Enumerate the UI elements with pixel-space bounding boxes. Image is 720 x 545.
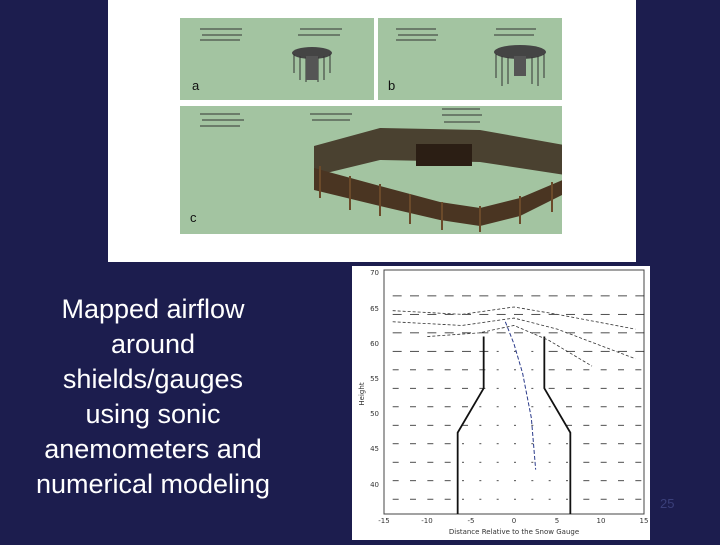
- y-tick-label: 60: [370, 340, 379, 348]
- panel-label-b: b: [388, 78, 396, 93]
- y-tick-label: 65: [370, 305, 379, 313]
- panel-label-a: a: [192, 78, 200, 93]
- x-axis-label: Distance Relative to the Snow Gauge: [448, 528, 580, 536]
- panel-c: [180, 106, 562, 234]
- airflow-plot-svg: [352, 266, 650, 540]
- panel-a: [180, 18, 374, 100]
- y-tick-label: 55: [370, 375, 379, 383]
- panel-a-drawing: [180, 18, 374, 100]
- panel-b-drawing: [378, 18, 562, 100]
- alter-shield-gauge-icon: [494, 45, 546, 86]
- y-tick-label: 45: [370, 445, 379, 453]
- x-tick-label: -5: [467, 517, 475, 525]
- y-tick-label: 70: [370, 269, 379, 277]
- caption-line: anemometers and: [44, 434, 262, 464]
- caption-line: around: [110, 329, 196, 359]
- panel-b: [378, 18, 562, 100]
- x-tick-label: 15: [639, 517, 649, 525]
- x-tick-label: -15: [378, 517, 390, 525]
- x-ticks: [378, 517, 648, 525]
- x-tick-label: 5: [554, 517, 560, 525]
- airflow-plot: [352, 266, 650, 540]
- fence-shield-icon: [314, 128, 562, 232]
- y-tick-label: 40: [370, 481, 379, 489]
- caption-line: shields/gauges: [62, 364, 244, 394]
- y-tick-label: 50: [370, 410, 379, 418]
- shield-figure: [108, 0, 636, 262]
- slide-caption: [10, 292, 296, 502]
- y-ticks: [370, 269, 379, 489]
- x-tick-label: -10: [421, 517, 433, 525]
- shield-gauge-icon: [292, 47, 332, 82]
- caption-line: Mapped airflow: [61, 294, 245, 324]
- slide-number: 25: [660, 496, 675, 511]
- caption-line: using sonic: [85, 399, 221, 429]
- x-tick-label: 0: [511, 517, 517, 525]
- caption-line: numerical modeling: [35, 469, 271, 499]
- panel-c-drawing: [180, 106, 562, 234]
- x-tick-label: 10: [596, 517, 606, 525]
- y-axis-label: Height: [358, 382, 366, 406]
- panel-label-c: c: [190, 210, 197, 225]
